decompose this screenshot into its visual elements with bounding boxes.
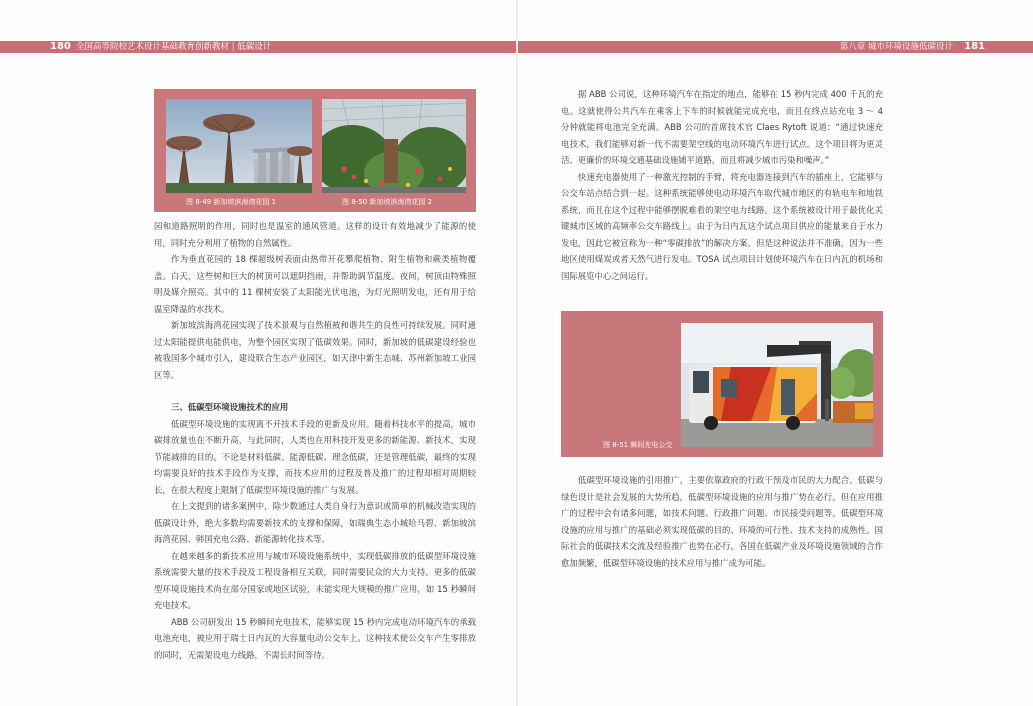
title-separator: | — [231, 42, 235, 52]
book-subtitle: 低碳设计 — [237, 42, 272, 52]
paragraph: 低碳型环境设施的实现离不开技术手段的更新及应用。随着科技水平的提高，城市碳排放量也在不断升高，与此同时，人类也在用科技开发更多的新能源、新技术，实现节能减排的目的。不论是材料低碳、能源低碳、理念低碳，还是管理低碳，最终的实现均需要良好的技术手段作为支撑，而技术应用的过程及普及推广的过程却相对周期较长，在很大程度上限制了低碳型环境设施的推广与发展。 — [154, 418, 476, 495]
paragraph: 在越来越多的新技术应用与城市环境设施系统中，实现低碳排放的低碳型环境设施系统需要大量的技术手段及工程设备相互关联，同时需要民众的大力支持。更多的低碳型环境设施技术尚在部分国家或地区试验，未能实现大规模的推广应用，如 15 秒瞬间充电技术。 — [154, 550, 476, 610]
right-running-title: 第八章 城市环境设施低碳设计 — [839, 42, 953, 52]
section-heading: 三、低碳型环境设施技术的应用 — [171, 402, 289, 412]
paragraph: 作为垂直花园的 18 棵超级树表面由热带开花攀爬植物、附生植物和蕨类植物覆盖。白天，这些树和巨大的树顶可以遮阴挡雨，并帮助调节温度。夜间，树顶由特殊照明及媒介照亮。其中的 11 棵树安装了太阳能光伏电池，为灯光照明发电，还有用于给温室降温的水技术。 — [154, 254, 476, 314]
flower-dome-photo — [322, 99, 466, 193]
paragraph: 据 ABB 公司说，这种环境汽车在指定的地点，能够在 15 秒内完成 400 千瓦的充电。这就使得公共汽车在乘客上下车的时候就能完成充电，而且在终点站充电 3 ～ 4 分钟就能将电池完全充满。ABB 公司的首席技术官 Claes Rytoft 说道：“通过快速充电技术，我们能够对新一代不需要架空线的电动环境汽车进行试点。这个项目将为更灵活、更廉价的环境交通基础设施铺平道路，而且将减少城市污染和噪声。” — [561, 89, 883, 165]
charging-bus-photo — [681, 323, 873, 447]
left-page-body — [154, 218, 476, 663]
supertrees-illustration — [166, 99, 312, 193]
paragraph: 新加坡滨海湾花园实现了技术景观与自然植被和谐共生的良性可持续发展。同时通过太阳能提供电能供电，为整个园区实现了低碳效果。同时，新加坡的低碳建设经验也被我国多个城市引入，建设联合生态产业园区，如天津中新生态城、苏州新加坡工业园区等。 — [154, 320, 476, 380]
paragraph: 快速充电器使用了一种激光控制的手臂，将充电器连接到汽车的插座上，它能够与公交车站点结合到一起。这种系统能够使电动环境汽车取代城市地区的有轨电车和地铁系统，而且在这个过程中能够摆脱难看的架空电力线路。这个系统被设计用于最优化关键城市区域的高频率公交车路线上。由于为日内瓦这个试点项目供应的能量来自于水力发电，因此它被宣称为一种“零碳排放”的解决方案。但是这种说法并不准确，因为一些地区使用煤炭或者天然气进行发电。TOSA 试点项目计划使环境汽车在日内瓦的机场和国际展览中心之间运行。 — [561, 171, 883, 281]
left-running-title — [76, 41, 271, 53]
paragraph: 园和道路照明的作用，同时也是温室的通风管道。这样的设计有效地减少了能源的使用，同时充分利用了植物的自然属性。 — [154, 221, 476, 248]
figure-frame-gardens — [154, 89, 476, 212]
paragraph: ABB 公司研发出 15 秒瞬间充电技术，能够实现 15 秒内完成电动环境汽车的承载电池充电，被应用于瑞士日内瓦的大容量电动公交车上。这种技术使公交车产生零排放的同时，无需架设电力线路，不需长时间等待。 — [154, 616, 476, 660]
charging-bus-illustration — [681, 323, 873, 447]
supertrees-photo — [166, 99, 312, 193]
page-gutter — [516, 0, 518, 706]
right-page-number: 181 — [964, 41, 985, 52]
left-page-number: 180 — [50, 41, 71, 52]
figure-8-51-caption: 图 8-51 瞬间充电公交 — [603, 441, 673, 449]
right-page-body-top — [561, 86, 883, 284]
book-series-title: 全国高等院校艺术设计基础教育创新教材 — [76, 42, 230, 52]
flower-dome-illustration — [322, 99, 466, 193]
right-page-body-bottom — [561, 472, 883, 571]
paragraph: 低碳型环境设施的引用推广，主要依靠政府的行政干预及市民的大力配合。低碳与绿色设计是社会发展的大势所趋，低碳型环境设施的应用与推广势在必行。但在应用推广的过程中会有诸多问题，如技术问题、行政推广问题、市民接受问题等。低碳型环境设施的应用与推广的基础必须实现低碳的目的、环境的可行性、技术支持的成熟性。国际社会的低碳技术交流及经验推广也势在必行，各国在低碳产业及环境设施领域的合作愈加频繁，低碳型环境设施的技术应用与推广成为可能。 — [561, 475, 883, 568]
figure-8-50-caption: 图 8-50 新加坡滨海湾花园 2 — [342, 198, 433, 206]
paragraph: 在上文提到的诸多案例中，除少数通过人类自身行为意识或简单的机械改造实现的低碳设计外，绝大多数均需要新技术的支撑和保障，如瑞典生态小城哈马碧、新加坡滨海湾花园、韩国充电公路、新能源转化技术等。 — [154, 501, 476, 544]
right-header-band — [518, 41, 1033, 53]
figure-8-49-caption: 图 8-49 新加坡滨海湾花园 1 — [186, 198, 277, 206]
figure-frame-bus — [561, 311, 883, 457]
